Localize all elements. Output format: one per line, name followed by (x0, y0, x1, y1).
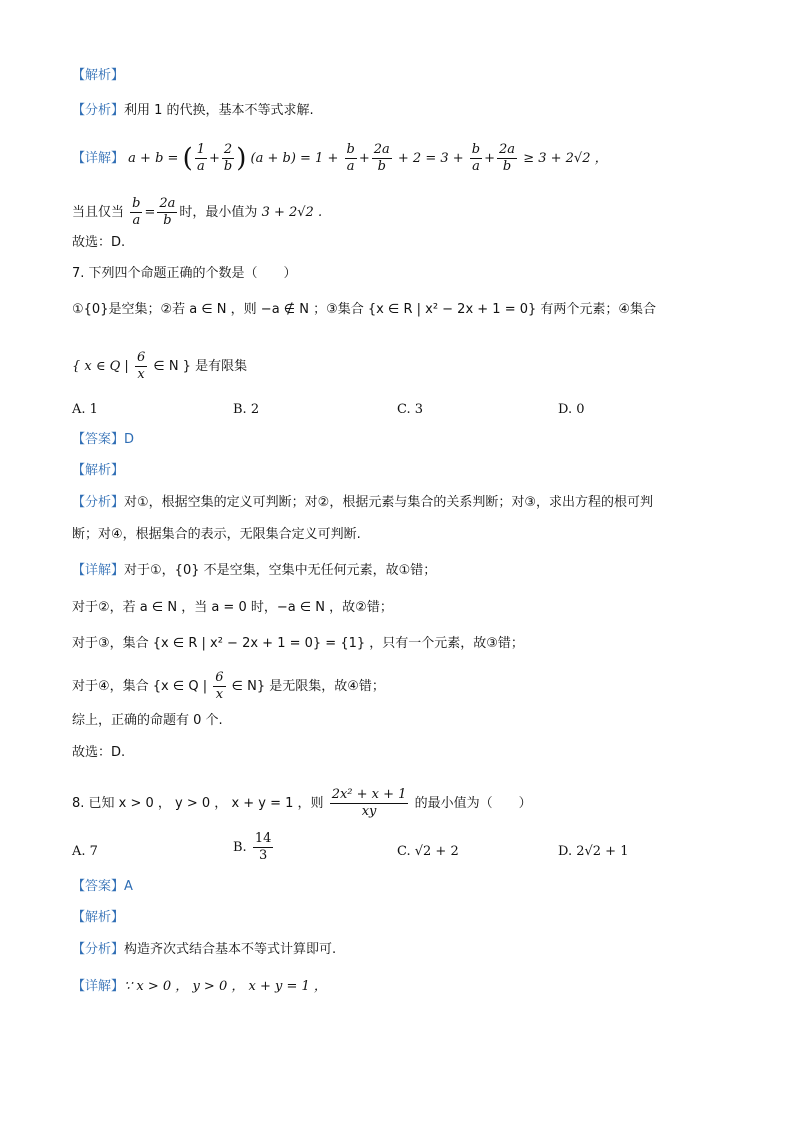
detail-text: 对于①，{0} 不是空集，空集中无任何元素，故①错； (124, 563, 437, 578)
option-b-label: B. (233, 840, 247, 855)
section-jiexi-1: 【解析】 (72, 68, 125, 83)
detail-tag: 【详解】 (72, 979, 125, 994)
question-7-statement-4 (72, 350, 247, 383)
analysis-tag: 【分析】 (72, 103, 125, 118)
q7-option-a: A. 1 (72, 402, 98, 417)
eq-lhs: a + b = (128, 151, 179, 166)
eq-mid-1: (a + b) = 1 + (250, 151, 339, 166)
analysis-2-cont: 断；对④，根据集合的表示，无限集合定义可判断. (72, 527, 361, 542)
question-7-statements: ①{0}是空集；②若 a ∈ N ，则 −a ∉ N ；③集合 {x ∈ R | x² − 2x + 1 = 0} 有两个元素；④集合 (72, 302, 657, 317)
frac-4: $\frac{2a}{b}$ (373, 142, 390, 174)
detail-1: 【详解】 a + b = ( $\frac{1}{a}$ + $\frac{2}{b}$ ) (a + b) = 1 + $\frac{b}{a}$ + $\frac{2a}{b}$ + 2 = 3 + $\frac{b}{a}$ + $\frac{2a}{b}$ ≥ 3 + 2√2 ， (72, 142, 608, 174)
item4-post: ∈ N} 是无限集，故④错； (231, 679, 385, 694)
q7-option-b: B. 2 (233, 402, 260, 417)
eq-mid-2: + 2 = 3 + (397, 151, 464, 166)
q7-option-c: C. 3 (397, 402, 424, 417)
option-b-frac: $\frac{14}{3}$ (254, 831, 272, 863)
item4-frac: $\frac{6}{x}$ (215, 670, 224, 702)
paren-open: ( (182, 143, 193, 174)
detail-2 (72, 561, 436, 581)
when-frac-1: $\frac{b}{a}$ (132, 196, 141, 228)
q8-pre: 8. 已知 x > 0 ， y > 0 ， x + y = 1 ，则 (72, 796, 324, 811)
paren-close: ) (236, 143, 247, 174)
detail-tag: 【详解】 (72, 151, 125, 166)
analysis-text: 对①，根据空集的定义可判断；对②，根据元素与集合的关系判断；对③，求出方程的根可判 (124, 495, 653, 510)
q8-frac: $\frac{\text{2x² + x + 1}}{xy}$ (331, 787, 407, 819)
answer-7: 【答案】D (72, 432, 135, 447)
set-post: ∈ N } 是有限集 (153, 359, 248, 374)
detail-2-item-4 (72, 670, 385, 703)
frac-6: $\frac{2a}{b}$ (499, 142, 516, 174)
eq-tail: ≥ 3 + 2√2 ， (523, 151, 608, 166)
answer-8: 【答案】A (72, 879, 133, 894)
analysis-tag: 【分析】 (72, 495, 125, 510)
equality-condition (72, 196, 322, 229)
analysis-tag: 【分析】 (72, 942, 125, 957)
set-pre: { x ∈ Q | (72, 359, 129, 374)
q8-option-c: C. √2 + 2 (397, 844, 459, 859)
summary: 综上，正确的命题有 0 个. (72, 713, 223, 728)
question-8-title (72, 787, 532, 820)
analysis-text: 构造齐次式结合基本不等式计算即可. (124, 942, 337, 957)
frac-2: $\frac{2}{b}$ (223, 142, 233, 174)
section-jiexi-2: 【解析】 (72, 463, 125, 478)
frac-5: $\frac{b}{a}$ (471, 142, 481, 174)
analysis-text: 利用 1 的代换，基本不等式求解. (124, 103, 314, 118)
q8-post: 的最小值为（ ） (414, 796, 532, 811)
item4-pre: 对于④，集合 {x ∈ Q | (72, 679, 208, 694)
analysis-3 (72, 940, 336, 960)
frac-1: $\frac{1}{a}$ (196, 142, 205, 174)
when-text-b: 时，最小值为 (179, 205, 258, 220)
detail-2-item-3: 对于③，集合 {x ∈ R | x² − 2x + 1 = 0} = {1} ，只有一个元素，故③错； (72, 636, 524, 651)
when-eq: = (144, 205, 156, 220)
frac-3: $\frac{b}{a}$ (346, 142, 355, 174)
analysis-1 (72, 101, 314, 121)
detail-text: ∵ x > 0 ， y > 0 ， x + y = 1 ， (124, 979, 327, 994)
analysis-2 (72, 493, 653, 513)
q8-option-d: D. 2√2 + 1 (558, 844, 629, 859)
detail-3 (72, 977, 327, 997)
question-7-title: 7. 下列四个命题正确的个数是（ ） (72, 266, 297, 281)
when-frac-2: $\frac{2a}{b}$ (159, 196, 176, 228)
q8-option-b (233, 831, 275, 864)
choice-2: 故选：D. (72, 745, 126, 760)
set-frac: $\frac{6}{x}$ (136, 350, 146, 382)
q8-option-a: A. 7 (72, 844, 98, 859)
min-value: 3 + 2√2 . (261, 205, 323, 220)
section-jiexi-3: 【解析】 (72, 910, 125, 925)
when-text-a: 当且仅当 (72, 205, 125, 220)
detail-tag: 【详解】 (72, 563, 125, 578)
choice-1: 故选：D. (72, 235, 126, 250)
detail-2-item-2: 对于②，若 a ∈ N ，当 a = 0 时，−a ∈ N ，故②错； (72, 600, 393, 615)
q7-option-d: D. 0 (558, 402, 585, 417)
